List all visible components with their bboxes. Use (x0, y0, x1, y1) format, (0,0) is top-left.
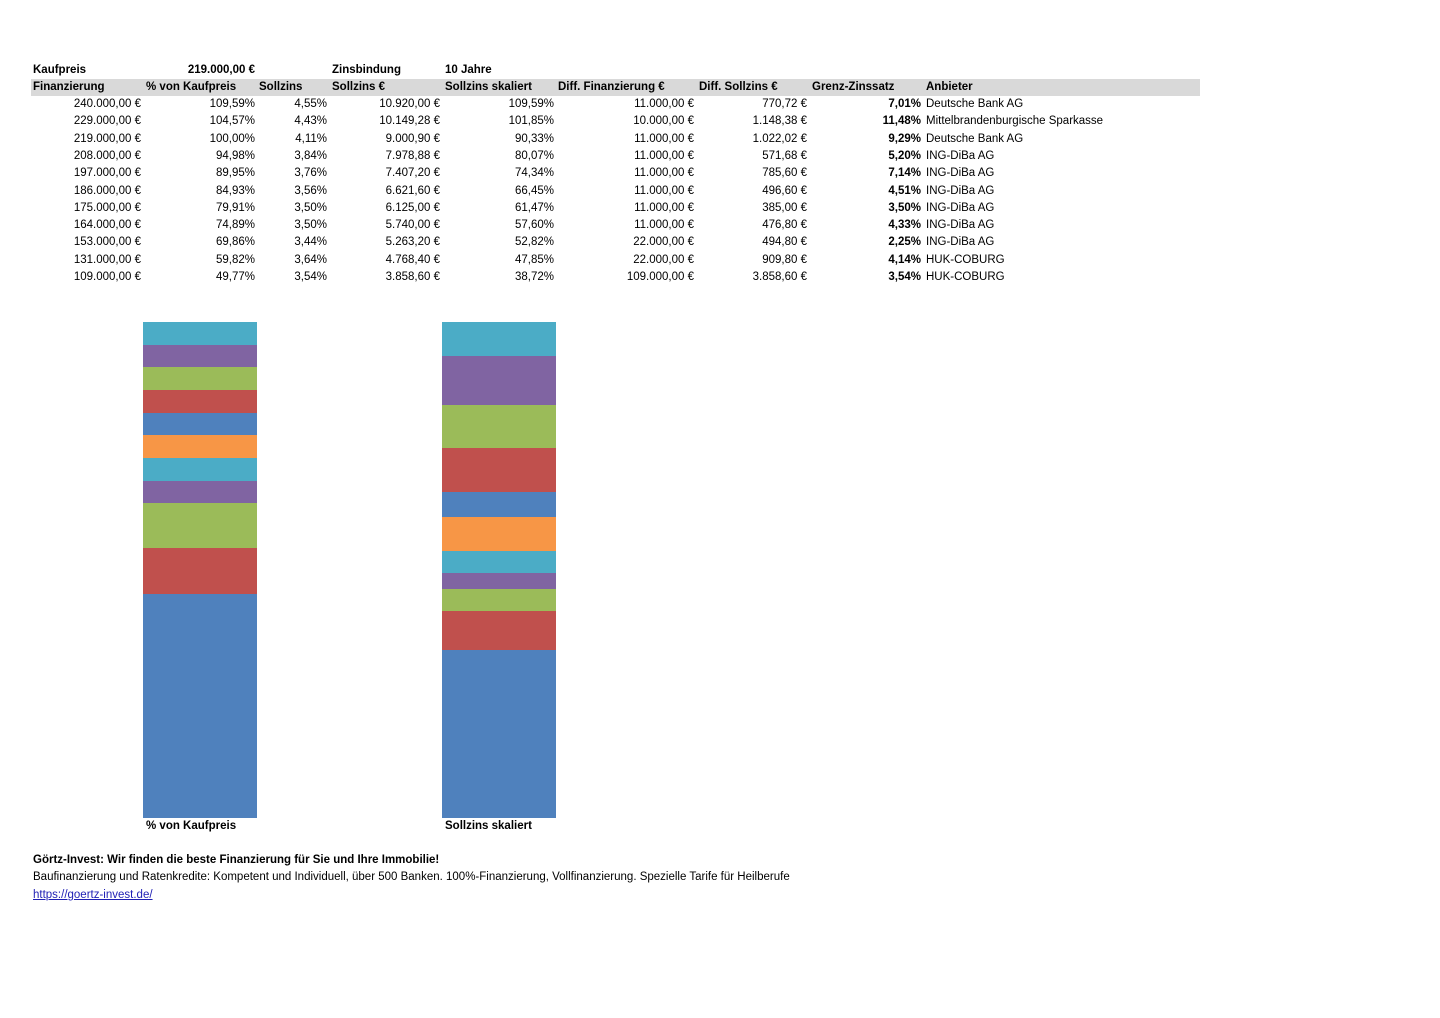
cell-pct-kaufpreis: 109,59% (209, 98, 255, 110)
cell-anbieter: ING-DiBa AG (926, 149, 995, 162)
cell-sollzins-eur: 10.920,00 € (379, 98, 440, 110)
cell-pct-kaufpreis: 59,82% (215, 253, 255, 266)
cell-diff-sollzins: 3.858,60 € (752, 271, 807, 283)
bar-segment-pct-kaufpreis-1 (143, 548, 257, 593)
bar-segment-sollzins-skaliert-4 (442, 551, 556, 573)
cell-sollzins-eur: 7.407,20 € (385, 167, 440, 180)
cell-finanzierung: 219.000,00 € (73, 132, 141, 145)
table-row (0, 96, 1440, 113)
chart-label-pct-kaufpreis: % von Kaufpreis (146, 820, 237, 832)
cell-sollzins-skaliert: 74,34% (514, 167, 554, 180)
cell-sollzins: 3,50% (294, 219, 327, 232)
cell-anbieter: Deutsche Bank AG (926, 98, 1024, 110)
cell-grenz-zinssatz: 4,51% (888, 184, 921, 197)
cell-pct-kaufpreis: 69,86% (215, 236, 255, 249)
cell-sollzins: 3,76% (294, 167, 327, 180)
col-header-sollzins-skaliert: Sollzins skaliert (445, 81, 532, 93)
zinsbindung-label: Zinsbindung (332, 64, 401, 76)
bar-segment-sollzins-skaliert-9 (442, 356, 556, 406)
cell-grenz-zinssatz: 4,33% (888, 219, 921, 232)
cell-sollzins-skaliert: 101,85% (508, 115, 554, 128)
cell-grenz-zinssatz: 5,20% (888, 149, 921, 162)
cell-finanzierung: 175.000,00 € (73, 201, 141, 214)
footer-link[interactable]: https://goertz-invest.de/ (33, 889, 153, 901)
cell-sollzins-skaliert: 80,07% (514, 149, 554, 162)
cell-sollzins: 3,56% (294, 184, 327, 197)
cell-anbieter: ING-DiBa AG (926, 167, 995, 180)
cell-finanzierung: 186.000,00 € (73, 184, 141, 197)
cell-grenz-zinssatz: 2,25% (888, 236, 921, 249)
cell-sollzins-skaliert: 66,45% (514, 184, 554, 197)
cell-sollzins-skaliert: 47,85% (514, 253, 554, 266)
table-row (0, 234, 1440, 251)
bar-segment-sollzins-skaliert-5 (442, 517, 556, 551)
cell-sollzins-eur: 4.768,40 € (385, 253, 440, 266)
cell-diff-sollzins: 1.148,38 € (752, 115, 807, 128)
bar-segment-pct-kaufpreis-10 (143, 322, 257, 345)
cell-diff-sollzins: 496,60 € (762, 184, 807, 197)
col-header-pct-kaufpreis: % von Kaufpreis (146, 81, 237, 93)
stacked-bar-pct-kaufpreis (143, 322, 257, 818)
cell-diff-finanzierung: 11.000,00 € (634, 184, 694, 197)
bar-segment-pct-kaufpreis-5 (143, 435, 257, 458)
col-header-diff-finanzierung: Diff. Finanzierung € (558, 81, 665, 93)
cell-sollzins: 3,64% (294, 253, 327, 266)
table-row (0, 165, 1440, 182)
cell-grenz-zinssatz: 4,14% (888, 253, 921, 266)
cell-finanzierung: 131.000,00 € (73, 253, 141, 266)
cell-diff-sollzins: 476,80 € (762, 219, 807, 232)
cell-sollzins-eur: 7.978,88 € (385, 149, 440, 162)
cell-diff-sollzins: 909,80 € (762, 253, 807, 266)
cell-sollzins-skaliert: 38,72% (514, 271, 554, 283)
footer-headline: Görtz-Invest: Wir finden die beste Finanzierung für Sie und Ihre Immobilie! (33, 854, 440, 866)
cell-anbieter: ING-DiBa AG (926, 201, 995, 214)
bar-segment-pct-kaufpreis-3 (143, 481, 257, 504)
bar-segment-pct-kaufpreis-9 (143, 345, 257, 368)
cell-sollzins-skaliert: 109,59% (508, 98, 554, 110)
cell-anbieter: ING-DiBa AG (926, 219, 995, 232)
col-header-sollzins: Sollzins (259, 81, 303, 93)
cell-sollzins: 3,50% (294, 201, 327, 214)
table-row (0, 217, 1440, 234)
bar-segment-sollzins-skaliert-6 (442, 492, 556, 517)
cell-diff-finanzierung: 22.000,00 € (633, 236, 694, 249)
cell-sollzins-eur: 5.740,00 € (385, 219, 440, 232)
table-row (0, 131, 1440, 148)
cell-anbieter: ING-DiBa AG (926, 236, 995, 249)
cell-diff-sollzins: 494,80 € (762, 236, 807, 249)
cell-finanzierung: 240.000,00 € (73, 98, 141, 110)
cell-sollzins-skaliert: 57,60% (514, 219, 554, 232)
cell-finanzierung: 208.000,00 € (73, 149, 141, 162)
cell-finanzierung: 197.000,00 € (73, 167, 141, 180)
bar-segment-pct-kaufpreis-0 (143, 594, 257, 818)
cell-diff-finanzierung: 11.000,00 € (634, 132, 694, 145)
cell-diff-sollzins: 785,60 € (762, 167, 807, 180)
bar-segment-pct-kaufpreis-6 (143, 413, 257, 436)
cell-grenz-zinssatz: 11,48% (882, 115, 921, 128)
cell-anbieter: HUK-COBURG (926, 253, 1005, 266)
cell-pct-kaufpreis: 49,77% (215, 271, 255, 283)
kaufpreis-value: 219.000,00 € (187, 64, 255, 76)
cell-finanzierung: 229.000,00 € (73, 115, 141, 128)
stacked-bar-sollzins-skaliert (442, 322, 556, 818)
col-header-sollzins-eur: Sollzins € (332, 81, 386, 93)
cell-diff-finanzierung: 11.000,00 € (634, 98, 694, 110)
cell-diff-finanzierung: 22.000,00 € (633, 253, 694, 266)
table-row (0, 269, 1440, 286)
cell-sollzins: 4,43% (294, 115, 327, 128)
chart-label-sollzins-skaliert: Sollzins skaliert (445, 820, 532, 832)
cell-sollzins-eur: 6.621,60 € (385, 184, 440, 197)
cell-sollzins: 3,54% (294, 271, 327, 283)
cell-diff-sollzins: 385,00 € (762, 201, 807, 214)
kaufpreis-label: Kaufpreis (33, 64, 87, 76)
bar-segment-sollzins-skaliert-2 (442, 589, 556, 611)
cell-sollzins: 3,44% (294, 236, 327, 249)
cell-diff-sollzins: 770,72 € (762, 98, 807, 110)
cell-sollzins-eur: 10.149,28 € (379, 115, 440, 128)
bar-segment-sollzins-skaliert-7 (442, 448, 556, 492)
bar-segment-sollzins-skaliert-1 (442, 611, 556, 651)
cell-finanzierung: 153.000,00 € (73, 236, 141, 249)
cell-pct-kaufpreis: 104,57% (209, 115, 255, 128)
cell-diff-finanzierung: 11.000,00 € (634, 219, 694, 232)
bar-segment-pct-kaufpreis-4 (143, 458, 257, 481)
cell-sollzins-skaliert: 61,47% (514, 201, 554, 214)
cell-pct-kaufpreis: 74,89% (215, 219, 255, 232)
cell-grenz-zinssatz: 7,14% (888, 167, 921, 180)
table-row (0, 200, 1440, 217)
bar-segment-sollzins-skaliert-3 (442, 573, 556, 590)
bar-segment-pct-kaufpreis-7 (143, 390, 257, 413)
zinsbindung-value: 10 Jahre (445, 64, 492, 76)
cell-sollzins-eur: 5.263,20 € (385, 236, 440, 249)
cell-finanzierung: 109.000,00 € (73, 271, 141, 283)
cell-diff-finanzierung: 11.000,00 € (634, 201, 694, 214)
table-row (0, 252, 1440, 269)
cell-sollzins-eur: 9.000,90 € (385, 132, 440, 145)
cell-diff-sollzins: 571,68 € (762, 149, 807, 162)
cell-diff-finanzierung: 11.000,00 € (634, 149, 694, 162)
cell-grenz-zinssatz: 3,54% (888, 271, 921, 283)
col-header-finanzierung: Finanzierung (33, 81, 105, 93)
cell-diff-finanzierung: 10.000,00 € (633, 115, 694, 128)
bar-segment-pct-kaufpreis-2 (143, 503, 257, 548)
bar-segment-sollzins-skaliert-0 (442, 650, 556, 818)
cell-sollzins: 4,11% (295, 132, 327, 145)
cell-anbieter: HUK-COBURG (926, 271, 1005, 283)
cell-pct-kaufpreis: 84,93% (215, 184, 255, 197)
bar-segment-sollzins-skaliert-10 (442, 322, 556, 356)
bar-segment-sollzins-skaliert-8 (442, 405, 556, 447)
cell-anbieter: Deutsche Bank AG (926, 132, 1024, 145)
col-header-grenz-zinssatz: Grenz-Zinssatz (812, 81, 895, 93)
cell-finanzierung: 164.000,00 € (73, 219, 141, 232)
bar-segment-pct-kaufpreis-8 (143, 367, 257, 390)
col-header-diff-sollzins: Diff. Sollzins € (699, 81, 778, 93)
cell-sollzins: 3,84% (294, 149, 327, 162)
table-row (0, 183, 1440, 200)
cell-diff-sollzins: 1.022,02 € (752, 132, 807, 145)
cell-sollzins-eur: 3.858,60 € (385, 271, 440, 283)
footer-text: Baufinanzierung und Ratenkredite: Kompetent und Individuell, über 500 Banken. 100%-Finanzierung, Vollfinanzierung. Spezielle Tarife für Heilberufe (33, 871, 790, 883)
cell-pct-kaufpreis: 94,98% (215, 149, 255, 162)
cell-pct-kaufpreis: 100,00% (209, 132, 255, 145)
cell-grenz-zinssatz: 7,01% (888, 98, 921, 110)
cell-diff-finanzierung: 109.000,00 € (626, 271, 694, 283)
cell-grenz-zinssatz: 3,50% (888, 201, 921, 214)
cell-anbieter: ING-DiBa AG (926, 184, 995, 197)
cell-pct-kaufpreis: 79,91% (215, 201, 255, 214)
table-row (0, 113, 1440, 130)
cell-grenz-zinssatz: 9,29% (888, 132, 921, 145)
cell-sollzins-eur: 6.125,00 € (385, 201, 440, 214)
col-header-anbieter: Anbieter (926, 81, 973, 93)
cell-sollzins-skaliert: 52,82% (514, 236, 554, 249)
cell-anbieter: Mittelbrandenburgische Sparkasse (926, 115, 1104, 128)
cell-diff-finanzierung: 11.000,00 € (634, 167, 694, 180)
table-row (0, 148, 1440, 165)
cell-pct-kaufpreis: 89,95% (215, 167, 255, 180)
cell-sollzins-skaliert: 90,33% (514, 132, 554, 145)
cell-sollzins: 4,55% (294, 98, 327, 110)
